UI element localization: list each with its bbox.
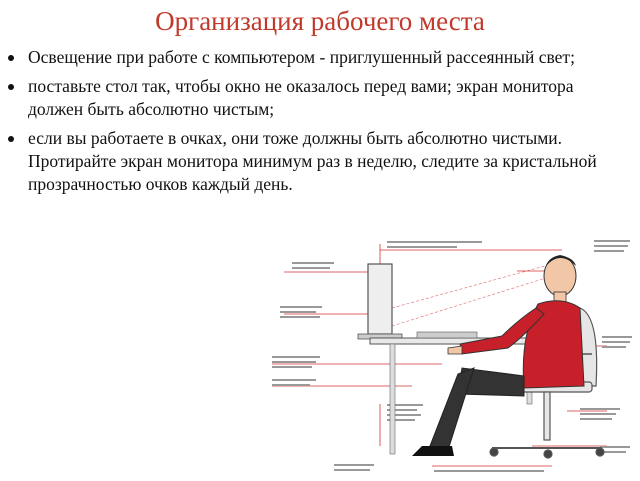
bullet-text: Освещение при работе с компьютером - приглушенный рассеянный свет; — [28, 47, 575, 67]
person-figure — [412, 255, 584, 456]
bullet-text: поставьте стол так, чтобы окно не оказалось перед вами; экран монитора должен быть абсолютно чистым; — [28, 76, 574, 119]
workstation-ergonomics-icon — [262, 236, 636, 476]
bullet-list — [4, 46, 632, 202]
slide-title: Организация рабочего места — [155, 6, 485, 36]
bullet-icon — [8, 55, 14, 61]
bullet-icon — [8, 84, 14, 90]
bullet-item — [4, 75, 632, 121]
workstation-illustration — [262, 236, 636, 476]
bullet-item — [4, 46, 632, 69]
monitor-shape — [358, 264, 402, 339]
bullet-text: если вы работаете в очках, они тоже должны быть абсолютно чистыми. Протирайте экран монитора минимум раз в неделю, следите за кристальной прозрачностью очков каждый день. — [28, 128, 597, 194]
bullet-item — [4, 127, 632, 196]
bullet-icon — [8, 136, 14, 142]
